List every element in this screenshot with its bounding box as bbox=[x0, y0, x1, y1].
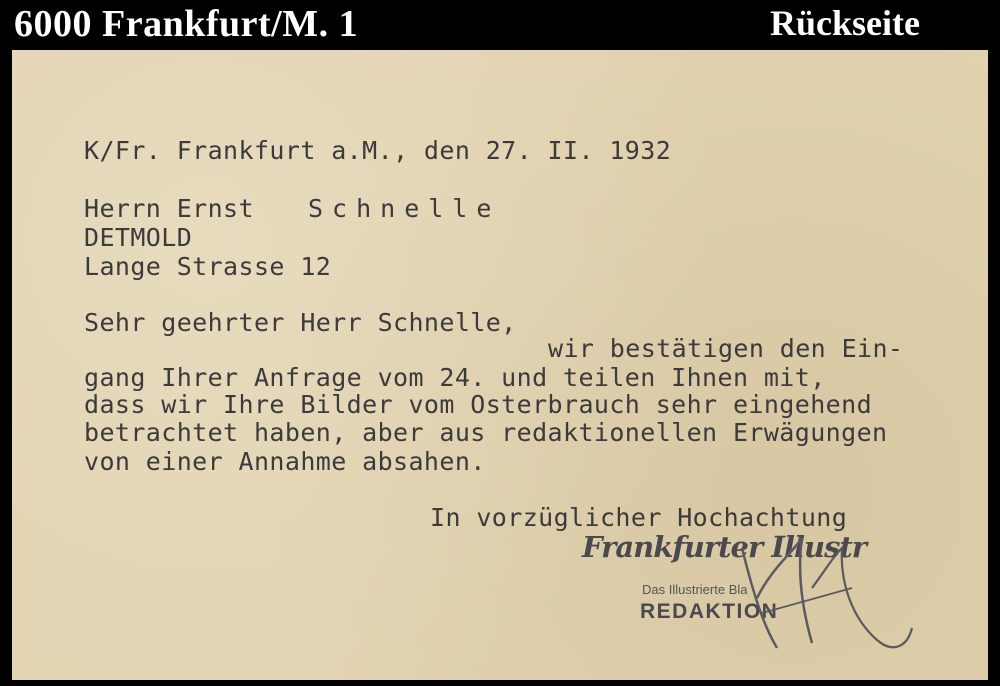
recipient-salutation: Herrn Ernst bbox=[84, 194, 254, 223]
recipient-street: Lange Strasse 12 bbox=[84, 252, 332, 281]
stamp-subtitle: Das Illustrierte Bla bbox=[642, 582, 748, 597]
postcard bbox=[12, 50, 988, 680]
body-line: wir bestätigen den Ein- bbox=[548, 334, 904, 363]
closing: In vorzüglicher Hochachtung bbox=[430, 503, 848, 532]
side-label: Rückseite bbox=[770, 3, 920, 43]
greeting: Sehr geehrter Herr Schnelle, bbox=[84, 308, 517, 337]
body-line: gang Ihrer Anfrage vom 24. und teilen Ihnen mit, bbox=[84, 363, 826, 392]
recipient-name: Schnelle bbox=[308, 194, 501, 223]
body-line: betrachtet haben, aber aus redaktionellen Erwägungen bbox=[84, 418, 888, 447]
stamp-name: Frankfurter Illustr bbox=[582, 530, 867, 564]
body-line: von einer Annahme absahen. bbox=[84, 447, 486, 476]
body-line: dass wir Ihre Bilder vom Osterbrauch sehr eingehend bbox=[84, 390, 873, 419]
handwritten-signature bbox=[702, 528, 932, 658]
page-title: 6000 Frankfurt/M. 1 bbox=[14, 3, 359, 45]
stamp-department: REDAKTION bbox=[640, 600, 779, 623]
dateline: K/Fr. Frankfurt a.M., den 27. II. 1932 bbox=[84, 136, 672, 165]
recipient-city: DETMOLD bbox=[84, 223, 193, 252]
